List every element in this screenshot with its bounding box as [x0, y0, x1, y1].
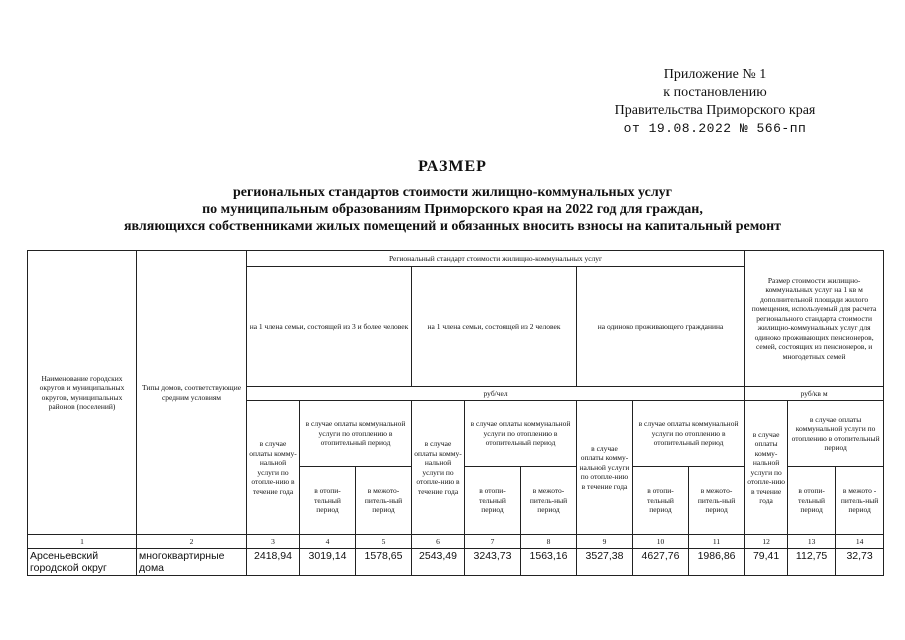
- header-between-heating-1: в межото-питель-ный период: [356, 467, 412, 535]
- header-family-3: на 1 члена семьи, состоящей из 3 и более человек: [247, 267, 412, 387]
- header-between-heating-2: в межото-питель-ный период: [521, 467, 577, 535]
- column-number: 7: [465, 535, 521, 549]
- column-number: 9: [577, 535, 633, 549]
- header-heating-period-1: в случае оплаты коммунальной услуги по отоплению в отопительный период: [300, 401, 412, 467]
- row-value: 112,75: [788, 549, 836, 576]
- row-municipality: Арсеньевский городской округ: [28, 549, 137, 576]
- appendix-decree-number: от 19.08.2022 № 566-пп: [623, 121, 807, 136]
- row-value: 3527,38: [577, 549, 633, 576]
- header-municipality: Наименование городских округов и муниципальных округов, муниципальных районов (поселений): [28, 251, 137, 535]
- document-title: РАЗМЕР: [418, 158, 487, 175]
- subtitle-line-3: являющихся собственниками жилых помещений и обязанных вносить взносы на капитальный ремонт: [123, 219, 782, 234]
- header-in-heating-2: в отопи-тельный период: [465, 467, 521, 535]
- row-value: 2543,49: [412, 549, 465, 576]
- appendix-line-1: Приложение № 1: [663, 67, 767, 82]
- subtitle-line-2: по муниципальным образованиям Приморского края на 2022 год для граждан,: [202, 202, 703, 217]
- row-value: 2418,94: [247, 549, 300, 576]
- document-subtitle: [0, 184, 905, 235]
- header-heating-period-4: в случае оплаты коммунальной услуги по отоплению в отопительный период: [788, 401, 884, 467]
- row-value: 4627,76: [633, 549, 689, 576]
- header-during-year-2: в случае оплаты комму-нальной услуги по отопле-нию в течение года: [412, 401, 465, 535]
- column-number: 3: [247, 535, 300, 549]
- row-value: 1578,65: [356, 549, 412, 576]
- header-heating-period-3: в случае оплаты коммунальной услуги по отоплению в отопительный период: [633, 401, 745, 467]
- row-value: 32,73: [836, 549, 884, 576]
- header-heating-period-2: в случае оплаты коммунальной услуги по отоплению в отопительный период: [465, 401, 577, 467]
- unit-rub-per-sqm: руб/кв м: [745, 387, 884, 401]
- column-numbers-row: [28, 535, 884, 549]
- row-value: 3019,14: [300, 549, 356, 576]
- row-value: 3243,73: [465, 549, 521, 576]
- column-number: 13: [788, 535, 836, 549]
- header-during-year-4: в случае оплаты комму-нальной услуги по отопле-нию в течение года: [745, 401, 788, 535]
- column-number: 10: [633, 535, 689, 549]
- header-single: на одиноко проживающего гражданина: [577, 267, 745, 387]
- header-during-year-1: в случае оплаты комму-нальной услуги по отопле-нию в течение года: [247, 401, 300, 535]
- column-number: 11: [689, 535, 745, 549]
- header-house-types: Типы домов, соответствующие средним условиям: [137, 251, 247, 535]
- table-row: [28, 549, 884, 576]
- row-value: 1563,16: [521, 549, 577, 576]
- subtitle-line-1: региональных стандартов стоимости жилищно-коммунальных услуг: [232, 185, 673, 200]
- row-house-type: многоквартирные дома: [137, 549, 247, 576]
- header-regional-standard: Региональный стандарт стоимости жилищно-коммунальных услуг: [247, 251, 745, 267]
- column-number: 4: [300, 535, 356, 549]
- appendix-block: [600, 66, 830, 138]
- appendix-line-2: к постановлению: [663, 85, 767, 100]
- row-value: 1986,86: [689, 549, 745, 576]
- appendix-line-3: Правительства Приморского края: [614, 103, 816, 118]
- row-value: 79,41: [745, 549, 788, 576]
- header-in-heating-4: в отопи-тельный период: [788, 467, 836, 535]
- header-family-2: на 1 члена семьи, состоящей из 2 человек: [412, 267, 577, 387]
- column-number: 12: [745, 535, 788, 549]
- column-number: 6: [412, 535, 465, 549]
- header-in-heating-1: в отопи-тельный период: [300, 467, 356, 535]
- header-between-heating-4: в межото - питель-ный период: [836, 467, 884, 535]
- header-extra-area: Размер стоимости жилищно-коммунальных услуг на 1 кв м дополнительной площади жилого помещения, используемый для расчета регионального стандарта стоимости жилищно-коммунальных услуг для одиноко проживающих пенсионеров, семей, состоящих из пенсионеров, и многодетных семей: [745, 251, 884, 387]
- unit-rub-per-person: руб/чел: [247, 387, 745, 401]
- header-in-heating-3: в отопи-тельный период: [633, 467, 689, 535]
- header-during-year-3: в случае оплаты комму-нальной услуги по отопле-нию в течение года: [577, 401, 633, 535]
- standards-table: [27, 250, 884, 576]
- column-number: 5: [356, 535, 412, 549]
- column-number: 1: [28, 535, 137, 549]
- column-number: 8: [521, 535, 577, 549]
- header-between-heating-3: в межото-питель-ный период: [689, 467, 745, 535]
- column-number: 14: [836, 535, 884, 549]
- column-number: 2: [137, 535, 247, 549]
